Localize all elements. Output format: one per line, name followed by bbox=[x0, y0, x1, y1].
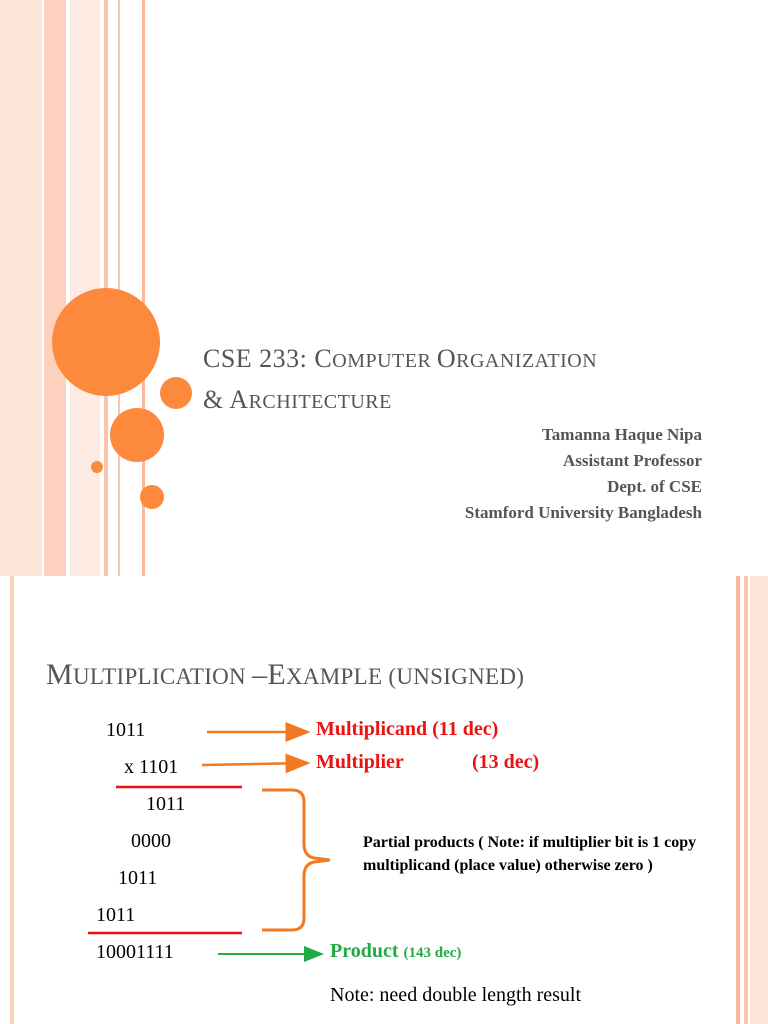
partial-row: 0000 bbox=[131, 830, 171, 852]
title-text: ULTIPLICATION bbox=[72, 664, 253, 689]
decor-circle-large bbox=[52, 288, 160, 396]
author-block bbox=[465, 422, 702, 526]
partial-products-brace bbox=[262, 790, 330, 930]
title-text: (UNSIGNED) bbox=[388, 664, 525, 689]
multiplier-value: x 1101 bbox=[124, 756, 179, 778]
partial-products-note: Partial products ( Note: if multiplier bit is 1 copy multiplicand (place value) otherwise zero ) bbox=[363, 834, 697, 874]
product-label-text: Product bbox=[330, 940, 399, 962]
arrow-multiplier bbox=[202, 763, 308, 765]
decor-stripe bbox=[0, 0, 42, 576]
multiplier-label: Multiplier bbox=[316, 751, 404, 773]
multiplicand-value: 1011 bbox=[106, 719, 146, 741]
product-dec: (143 dec) bbox=[403, 945, 462, 961]
multiplier-dec: (13 dec) bbox=[472, 751, 540, 773]
decor-circle-tiny bbox=[91, 461, 103, 473]
title-text: & A bbox=[203, 385, 249, 414]
author-dept: Dept. of CSE bbox=[607, 477, 702, 496]
decor-circle-small bbox=[160, 377, 192, 409]
title-text: O bbox=[436, 344, 457, 373]
title-text: XAMPLE bbox=[285, 664, 389, 689]
title-text: RGANIZATION bbox=[456, 350, 598, 372]
decor-circle-medium bbox=[110, 408, 164, 462]
decor-stripe bbox=[44, 0, 66, 576]
example-slide bbox=[0, 576, 768, 1024]
slide-title-line1 bbox=[203, 344, 597, 374]
decor-stripe bbox=[118, 0, 120, 576]
title-text: RCHITECTURE bbox=[248, 391, 392, 413]
author-university: Stamford University Bangladesh bbox=[464, 503, 702, 522]
title-text: –E bbox=[252, 658, 286, 691]
slide-title-line2 bbox=[203, 385, 392, 415]
diagram-graphics bbox=[0, 576, 768, 1024]
multiplicand-label: Multiplicand (11 dec) bbox=[316, 718, 499, 740]
partial-row: 1011 bbox=[118, 867, 158, 889]
decor-circle-small bbox=[140, 485, 164, 509]
title-text: CSE 233: C bbox=[203, 344, 333, 373]
product-value: 10001111 bbox=[96, 941, 174, 963]
title-text: OMPUTER bbox=[332, 350, 437, 372]
title-text: M bbox=[46, 658, 73, 691]
double-length-note: Note: need double length result bbox=[330, 984, 582, 1006]
author-name: Tamanna Haque Nipa bbox=[542, 425, 702, 444]
partial-row: 1011 bbox=[96, 904, 136, 926]
author-role: Assistant Professor bbox=[563, 451, 702, 470]
partial-row: 1011 bbox=[146, 793, 186, 815]
